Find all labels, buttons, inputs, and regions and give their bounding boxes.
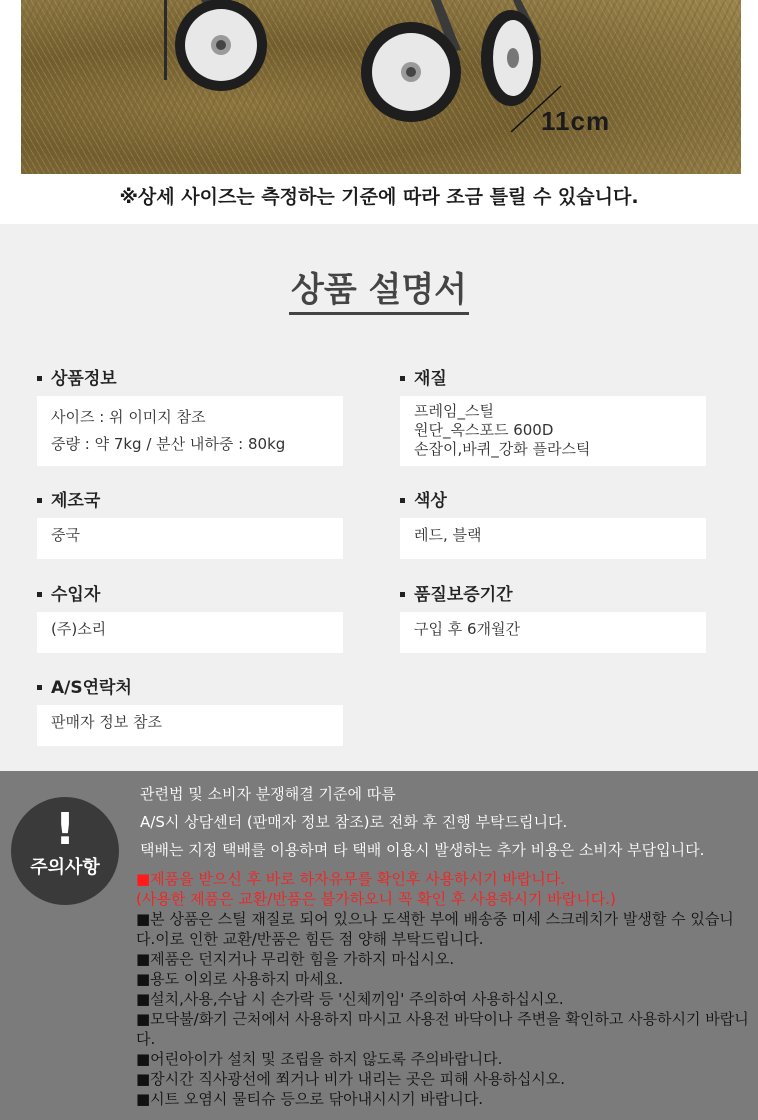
field-label: A/S연락처 (37, 675, 343, 701)
note-line: ■어린아이가 설치 및 조립을 하지 않도록 주의바랍니다. (136, 1050, 503, 1068)
field-value-line: 프레임_스틸 (414, 402, 494, 420)
field-value-line: 판매자 정보 참조 (51, 713, 162, 731)
field-value-line: 중량 : 약 7kg / 분산 내하중 : 80kg (51, 435, 286, 453)
field-material (400, 366, 706, 466)
wheel-dimension-label: 11cm (541, 106, 611, 136)
note-line: ■시트 오염시 물티슈 등으로 닦아내시시기 바랍니다. (136, 1090, 484, 1108)
exclamation-icon: ! (54, 804, 76, 855)
description-title: 상품 설명서 (0, 262, 758, 311)
caution-section (0, 771, 758, 1120)
note-line: ■장시간 직사광선에 쬐거나 비가 내리는 곳은 피해 사용하십시오. (136, 1070, 566, 1088)
warning-line: ■제품을 받으신 후 바로 하자유무를 확인후 사용하시기 바랍니다. (136, 870, 566, 888)
wagon-wheels-illustration (21, 0, 741, 174)
field-label: 제조국 (37, 488, 343, 514)
field-value-line: 구입 후 6개월간 (414, 620, 521, 638)
note-line: ■용도 이외로 사용하지 마세요. (136, 970, 344, 988)
field-label: 품질보증기간 (400, 582, 706, 608)
product-description-section (0, 224, 758, 771)
field-product-info (37, 366, 343, 466)
note-line: ■본 상품은 스틸 재질로 되어 있으나 도색한 부에 배송중 미세 스크레치가 발생할 수 있습니다.이로 인한 교환/반품은 힘든 점 양해 부탁드립니다. (136, 910, 734, 948)
field-label: 색상 (400, 488, 706, 514)
product-photo-section (0, 0, 758, 224)
field-as-contact (37, 675, 343, 746)
field-importer (37, 582, 343, 653)
warning-line: (사용한 제품은 교환/반품은 불가하오니 꼭 확인 후 사용하시기 바랍니다.) (136, 890, 616, 908)
field-value-box (37, 612, 343, 653)
field-value-box (37, 396, 343, 466)
info-line: 관련법 및 소비자 분쟁해결 기준에 따름 (140, 785, 396, 803)
note-line: ■모닥불/화기 근처에서 사용하지 마시고 사용전 바닥이나 주변을 확인하고 사용하시기 바랍니다. (136, 1010, 749, 1048)
info-line: A/S시 상담센터 (판매자 정보 참조)로 전화 후 진행 부탁드립니다. (140, 813, 568, 831)
caution-label: 주의사항 (30, 857, 100, 878)
field-value-box (400, 518, 706, 559)
field-value-line: (주)소리 (51, 620, 107, 638)
field-value-line: 사이즈 : 위 이미지 참조 (51, 408, 206, 426)
size-disclaimer: ※상세 사이즈는 측정하는 기준에 따라 조금 틀릴 수 있습니다. (119, 186, 639, 208)
field-value-line: 레드, 블랙 (414, 526, 482, 544)
field-value-line: 중국 (51, 526, 80, 544)
field-warranty-period (400, 582, 706, 653)
caution-badge (11, 797, 119, 905)
field-label: 재질 (400, 366, 706, 392)
product-wheel-photo (21, 0, 741, 174)
field-country-of-origin (37, 488, 343, 559)
field-label: 수입자 (37, 582, 343, 608)
field-value-box (400, 396, 706, 466)
note-line: ■설치,사용,수납 시 손가락 등 '신체끼임' 주의하여 사용하십시오. (136, 990, 564, 1008)
field-value-box (400, 612, 706, 653)
field-value-line: 손잡이,바퀴_강화 플라스틱 (414, 440, 591, 458)
field-color (400, 488, 706, 559)
field-value-line: 원단_옥스포드 600D (414, 421, 554, 439)
caution-notes (136, 869, 752, 1109)
field-value-box (37, 518, 343, 559)
field-value-box (37, 705, 343, 746)
note-line: ■제품은 던지거나 무리한 힘을 가하지 마십시오. (136, 950, 455, 968)
caution-info-lines (140, 783, 750, 867)
info-line: 택배는 지정 택배를 이용하며 타 택배 이용시 발생하는 추가 비용은 소비자 부담입니다. (140, 841, 705, 859)
field-label: 상품정보 (37, 366, 343, 392)
